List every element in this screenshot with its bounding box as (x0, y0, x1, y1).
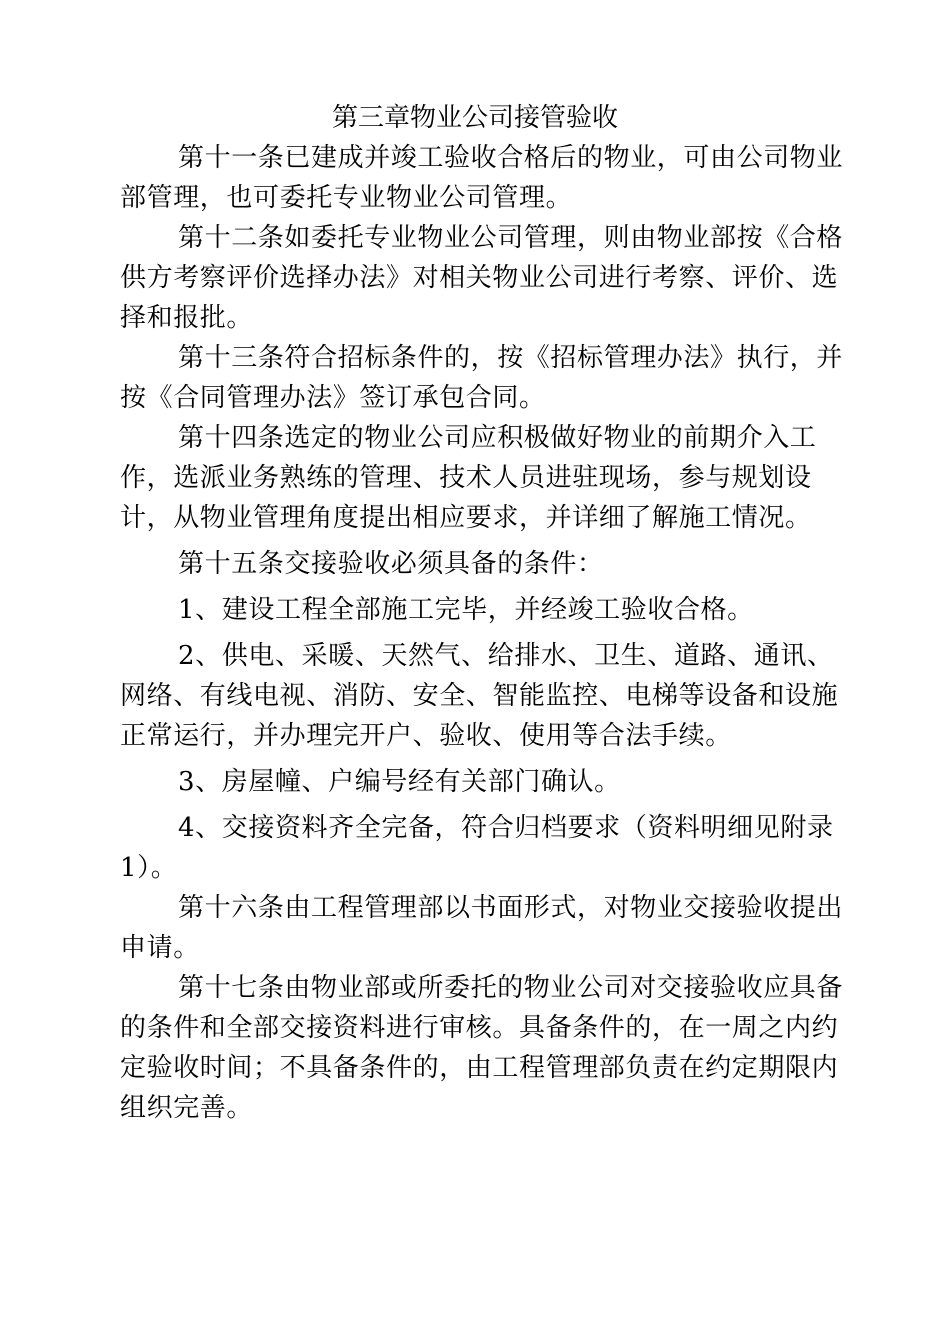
article-15: 第十五条交接验收必须具备的条件： (178, 549, 604, 579)
condition-1: 1、建设工程全部施工完毕，并经竣工验收合格。 (178, 595, 754, 625)
chapter-title: 第三章物业公司接管验收 (331, 103, 618, 133)
condition-4: 4、交接资料齐全完备，符合归档要求（资料明细见附录1）。 (120, 813, 834, 883)
article-12: 第十二条如委托专业物业公司管理，则由物业部按《合格供方考察评价选择办法》对相关物业公司进行考察、评价、选择和报批。 (120, 223, 844, 333)
article-16: 第十六条由工程管理部以书面形式，对物业交接验收提出申请。 (120, 893, 844, 963)
article-17: 第十七条由物业部或所委托的物业公司对交接验收应具备的条件和全部交接资料进行审核。具备条件的，在一周之内约定验收时间；不具备条件的，由工程管理部负责在约定期限内组织完善。 (120, 973, 844, 1123)
condition-3: 3、房屋幢、户编号经有关部门确认。 (178, 767, 621, 797)
article-13: 第十三条符合招标条件的，按《招标管理办法》执行，并按《合同管理办法》签订承包合同。 (120, 343, 844, 413)
article-14: 第十四条选定的物业公司应积极做好物业的前期介入工作，选派业务熟练的管理、技术人员进驻现场，参与规划设计，从物业管理角度提出相应要求，并详细了解施工情况。 (120, 423, 817, 533)
condition-2: 2、供电、采暖、天然气、给排水、卫生、道路、通讯、网络、有线电视、消防、安全、智能监控、电梯等设备和设施正常运行，并办理完开户、验收、使用等合法手续。 (120, 641, 839, 751)
article-11: 第十一条已建成并竣工验收合格后的物业，可由公司物业部管理，也可委托专业物业公司管理。 (120, 143, 844, 213)
